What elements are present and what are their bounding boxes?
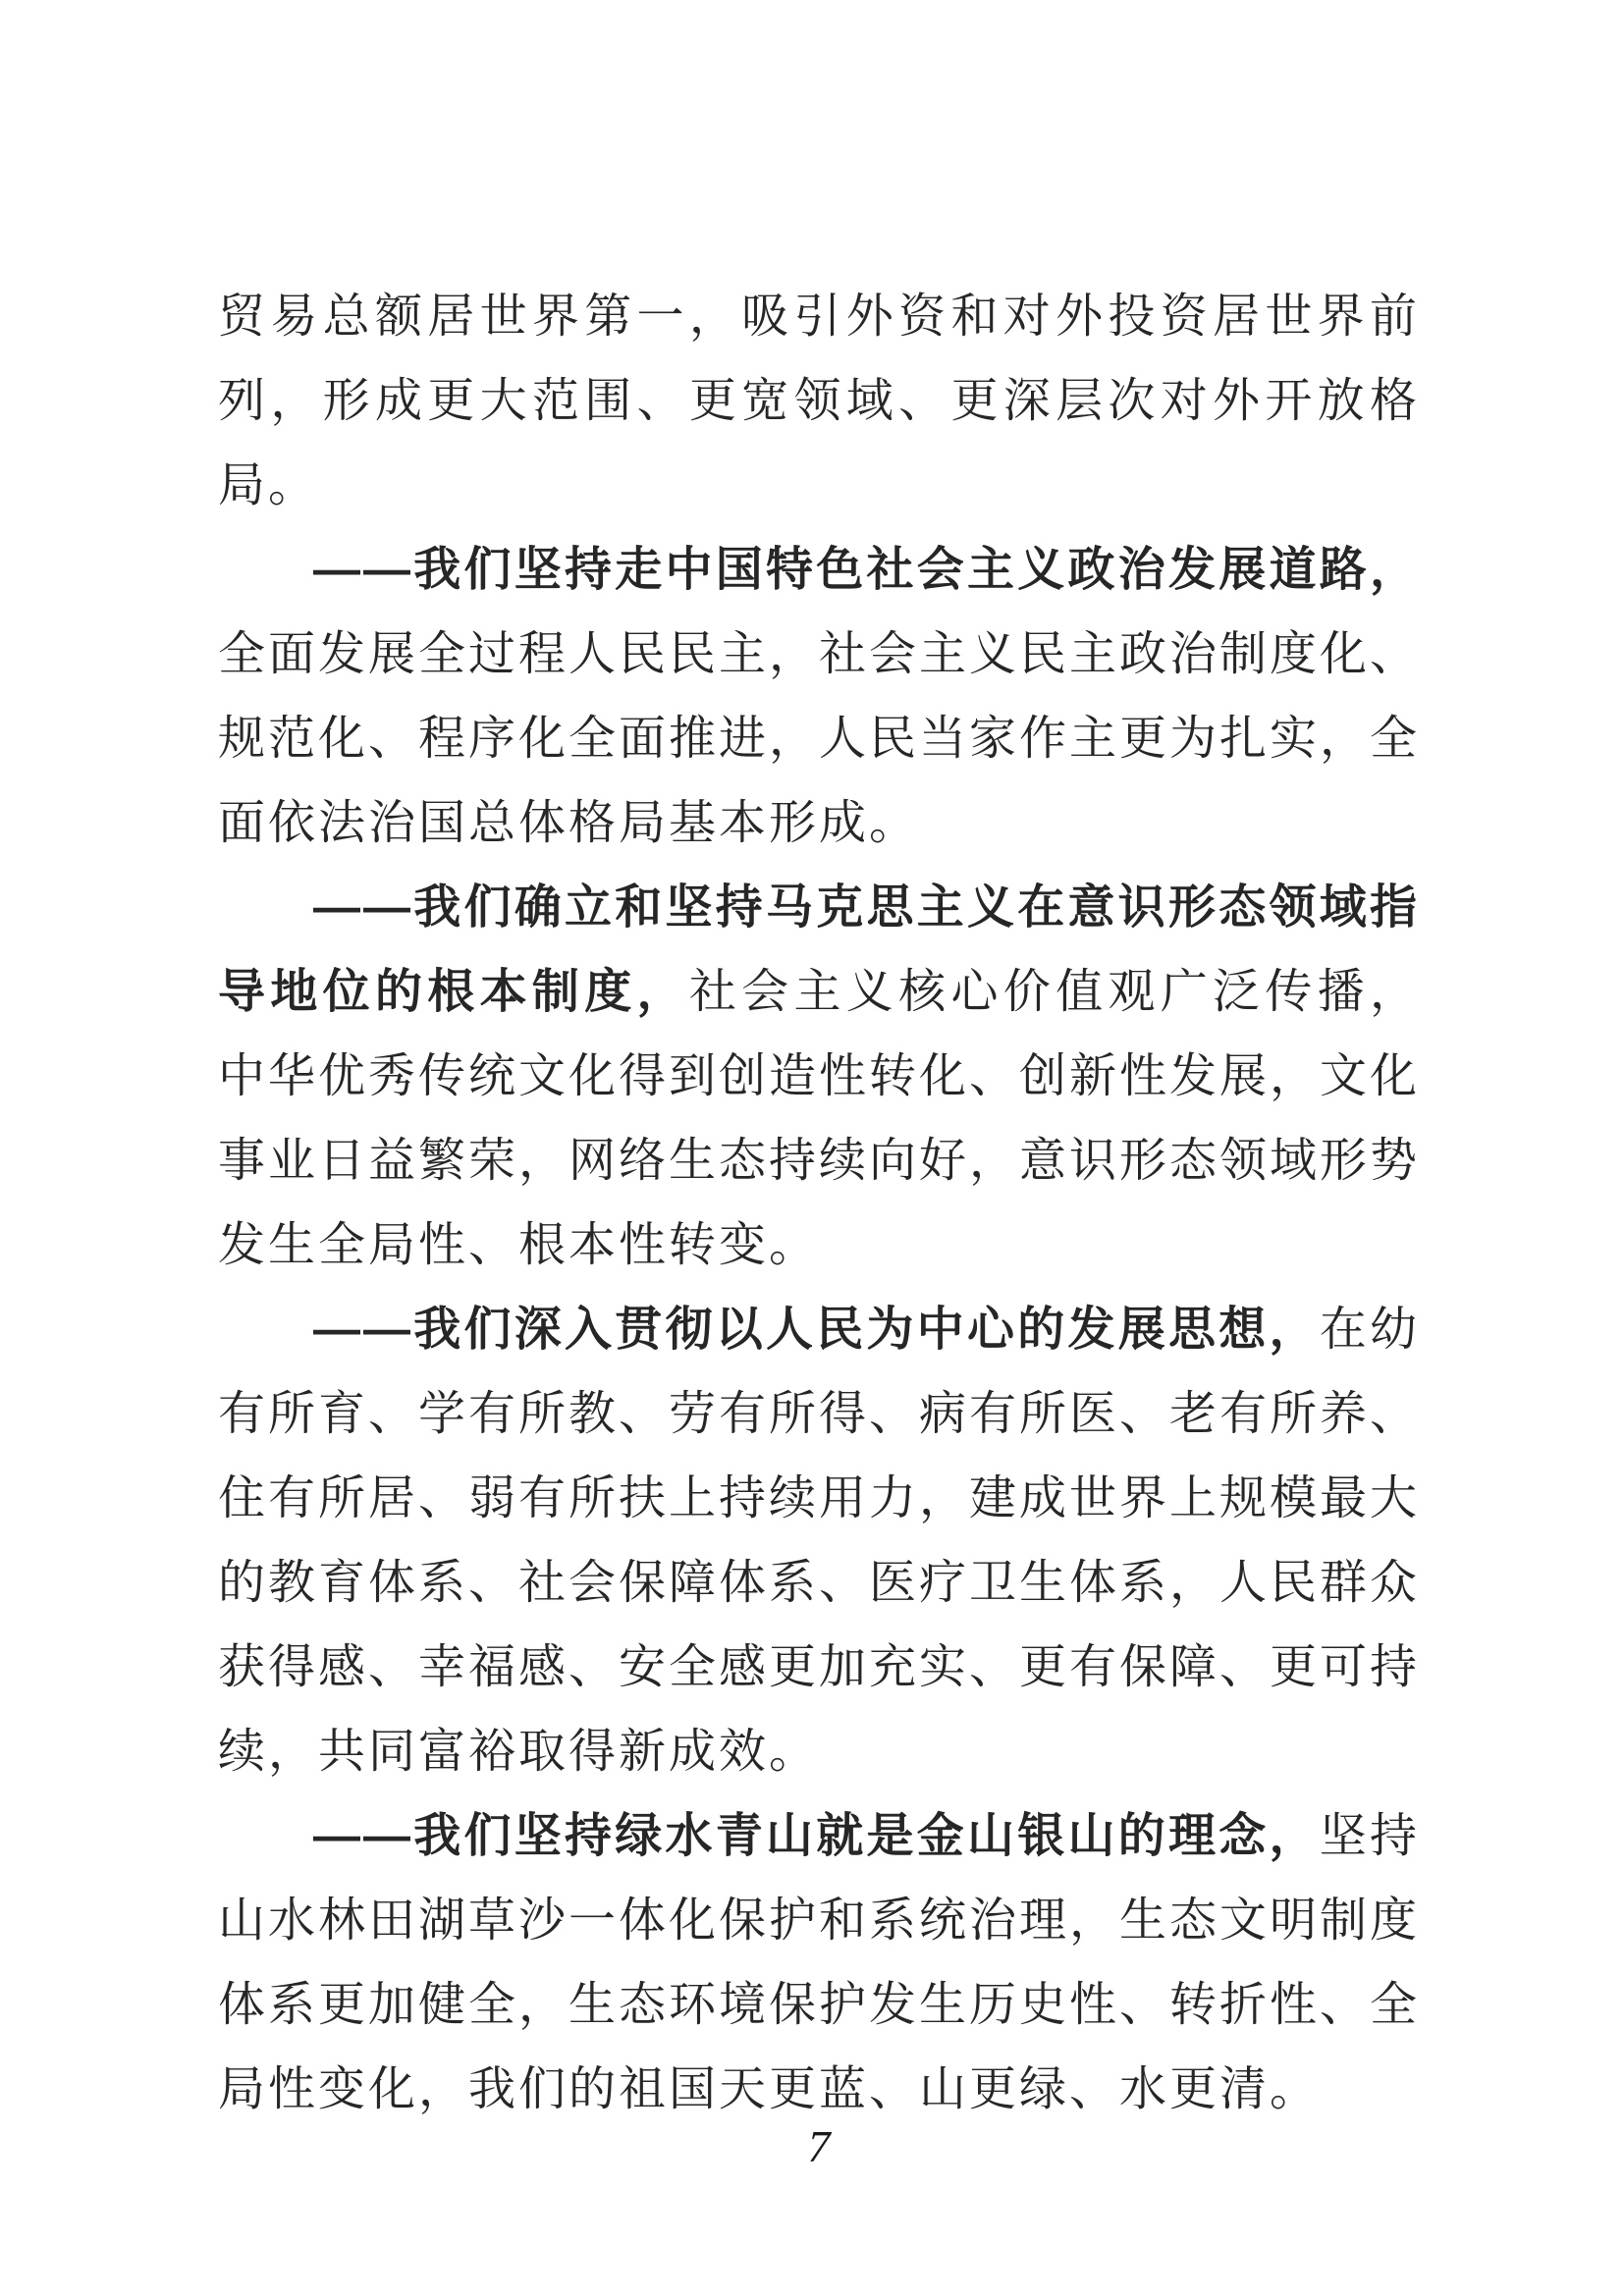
page-number: 7 <box>807 2121 831 2171</box>
paragraph <box>218 528 1420 866</box>
paragraph-text: 社会主义核心价值观广泛传播，中华优秀传统文化得到创造性转化、创新性发展，文化事业日益繁荣，网络生态持续向好，意识形态领域形势发生全局性、根本性转变。 <box>218 966 1421 1271</box>
paragraph-lead-bold: ——我们确立和坚持马克思主义在意识形态领域指导地位的根本制度， <box>218 881 1420 1018</box>
document-body <box>218 275 1420 2132</box>
paragraph-lead-bold: ——我们坚持绿水青山就是金山银山的理念， <box>313 1810 1320 1862</box>
paragraph-lead-bold: ——我们深入贯彻以人民为中心的发展思想， <box>313 1304 1320 1356</box>
page-footer <box>218 2120 1420 2172</box>
paragraph <box>218 1794 1420 2132</box>
paragraph-lead-bold: ——我们坚持走中国特色社会主义政治发展道路， <box>313 544 1420 596</box>
paragraph-text: 贸易总额居世界第一，吸引外资和对外投资居世界前列，形成更大范围、更宽领域、更深层次对外开放格局。 <box>218 291 1420 511</box>
paragraph-text: 在幼有所育、学有所教、劳有所得、病有所医、老有所养、住有所居、弱有所扶上持续用力，建成世界上规模最大的教育体系、社会保障体系、医疗卫生体系，人民群众获得感、幸福感、安全感更加充实、更有保障、更可持续，共同富裕取得新成效。 <box>218 1304 1421 1778</box>
paragraph-text: 坚持山水林田湖草沙一体化保护和系统治理，生态文明制度体系更加健全，生态环境保护发生历史性、转折性、全局性变化，我们的祖国天更蓝、山更绿、水更清。 <box>218 1810 1421 2115</box>
paragraph <box>218 866 1420 1288</box>
paragraph <box>218 275 1420 528</box>
paragraph-text: 全面发展全过程人民民主，社会主义民主政治制度化、规范化、程序化全面推进，人民当家作主更为扎实，全面依法治国总体格局基本形成。 <box>218 628 1421 849</box>
paragraph <box>218 1288 1420 1794</box>
